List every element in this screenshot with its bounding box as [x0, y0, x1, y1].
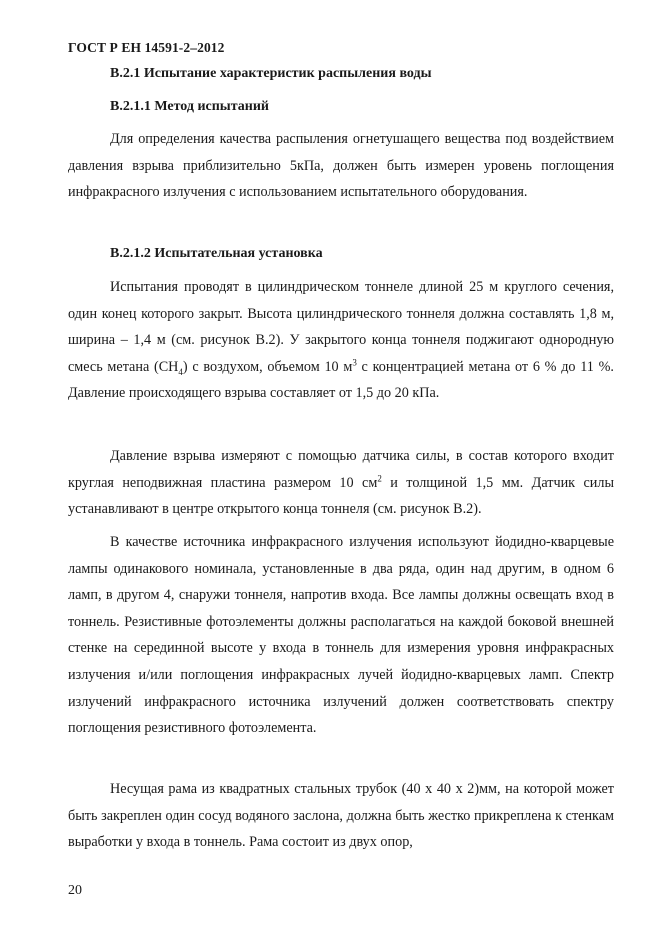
cubic-superscript: 3 — [352, 357, 357, 368]
document-code: ГОСТ Р ЕН 14591-2–2012 — [68, 40, 225, 55]
square-superscript: 2 — [377, 472, 382, 483]
paragraph-tunnel-part-c: с концентрацией метана от 6 % до 11 %. Давление происходящего взрыва составляет от 1,5 до 20 кПа. — [68, 358, 614, 402]
page-number: 20 — [68, 883, 82, 898]
paragraph-method: Для определения качества распыления огнетушащего вещества под воздействием давления взрыва приблизительно 5кПа, должен быть измерен уровень поглощения инфракрасного излучения с использованием испытательного оборудования. — [68, 131, 614, 201]
paragraph-infrared-source: В качестве источника инфракрасного излучения используют йодидно-кварцевые лампы одинакового номинала, установленные в два ряда, один над другим, в одном 6 ламп, в другом 4, снаружи тоннеля, напротив входа. Все лампы должны освещать вход в тоннель. Резистивные фотоэлементы должны располагаться на каждой боковой внешней стенке на серединной высоте у входа в тоннель для измерения уровня инфракрасных излучения и/или поглощения инфракрасных лучей йодидно-кварцевых ламп. Спектр излучений инфракрасного источника излучений должен соответствовать спектру поглощения резистивного фотоэлемента. — [68, 534, 614, 737]
paragraph-tunnel-part-b: ) с воздухом, объемом 10 м — [182, 358, 353, 375]
section-b21-title: В.2.1 Испытание характеристик распыления воды — [110, 66, 432, 81]
paragraph-tunnel-part-a: Испытания проводят в цилиндрическом тоннеле длиной 25 м круглого сечения, один конец которого закрыт. Высота цилиндрического тоннеля должна составлять 1,8 м, ширина – 1,4 м (см. рисунок В.2). У закрытого конца тоннеля поджигают однородную смесь метана (CH — [68, 279, 614, 375]
section-b211-title: В.2.1.1 Метод испытаний — [110, 99, 269, 114]
paragraph-sensor-part-b: и толщиной 1,5 мм. Датчик силы устанавливают в центре открытого конца тоннеля (см. рисунок В.2). — [68, 474, 614, 518]
section-b212-title: В.2.1.2 Испытательная установка — [110, 246, 323, 261]
paragraph-sensor-part-a: Давление взрыва измеряют с помощью датчика силы, в состав которого входит круглая неподвижная пластина размером 10 см — [68, 448, 614, 491]
paragraph-support-frame: Несущая рама из квадратных стальных трубок (40 х 40 х 2)мм, на которой может быть закреплен один сосуд водяного заслона, должна быть жестко прикреплена к стенкам выработки у входа в тоннель. Рама состоит из двух опор, — [68, 781, 614, 851]
methane-subscript: 4 — [178, 366, 183, 377]
paragraph-tunnel — [68, 274, 614, 407]
paragraph-pressure-sensor — [68, 443, 614, 523]
